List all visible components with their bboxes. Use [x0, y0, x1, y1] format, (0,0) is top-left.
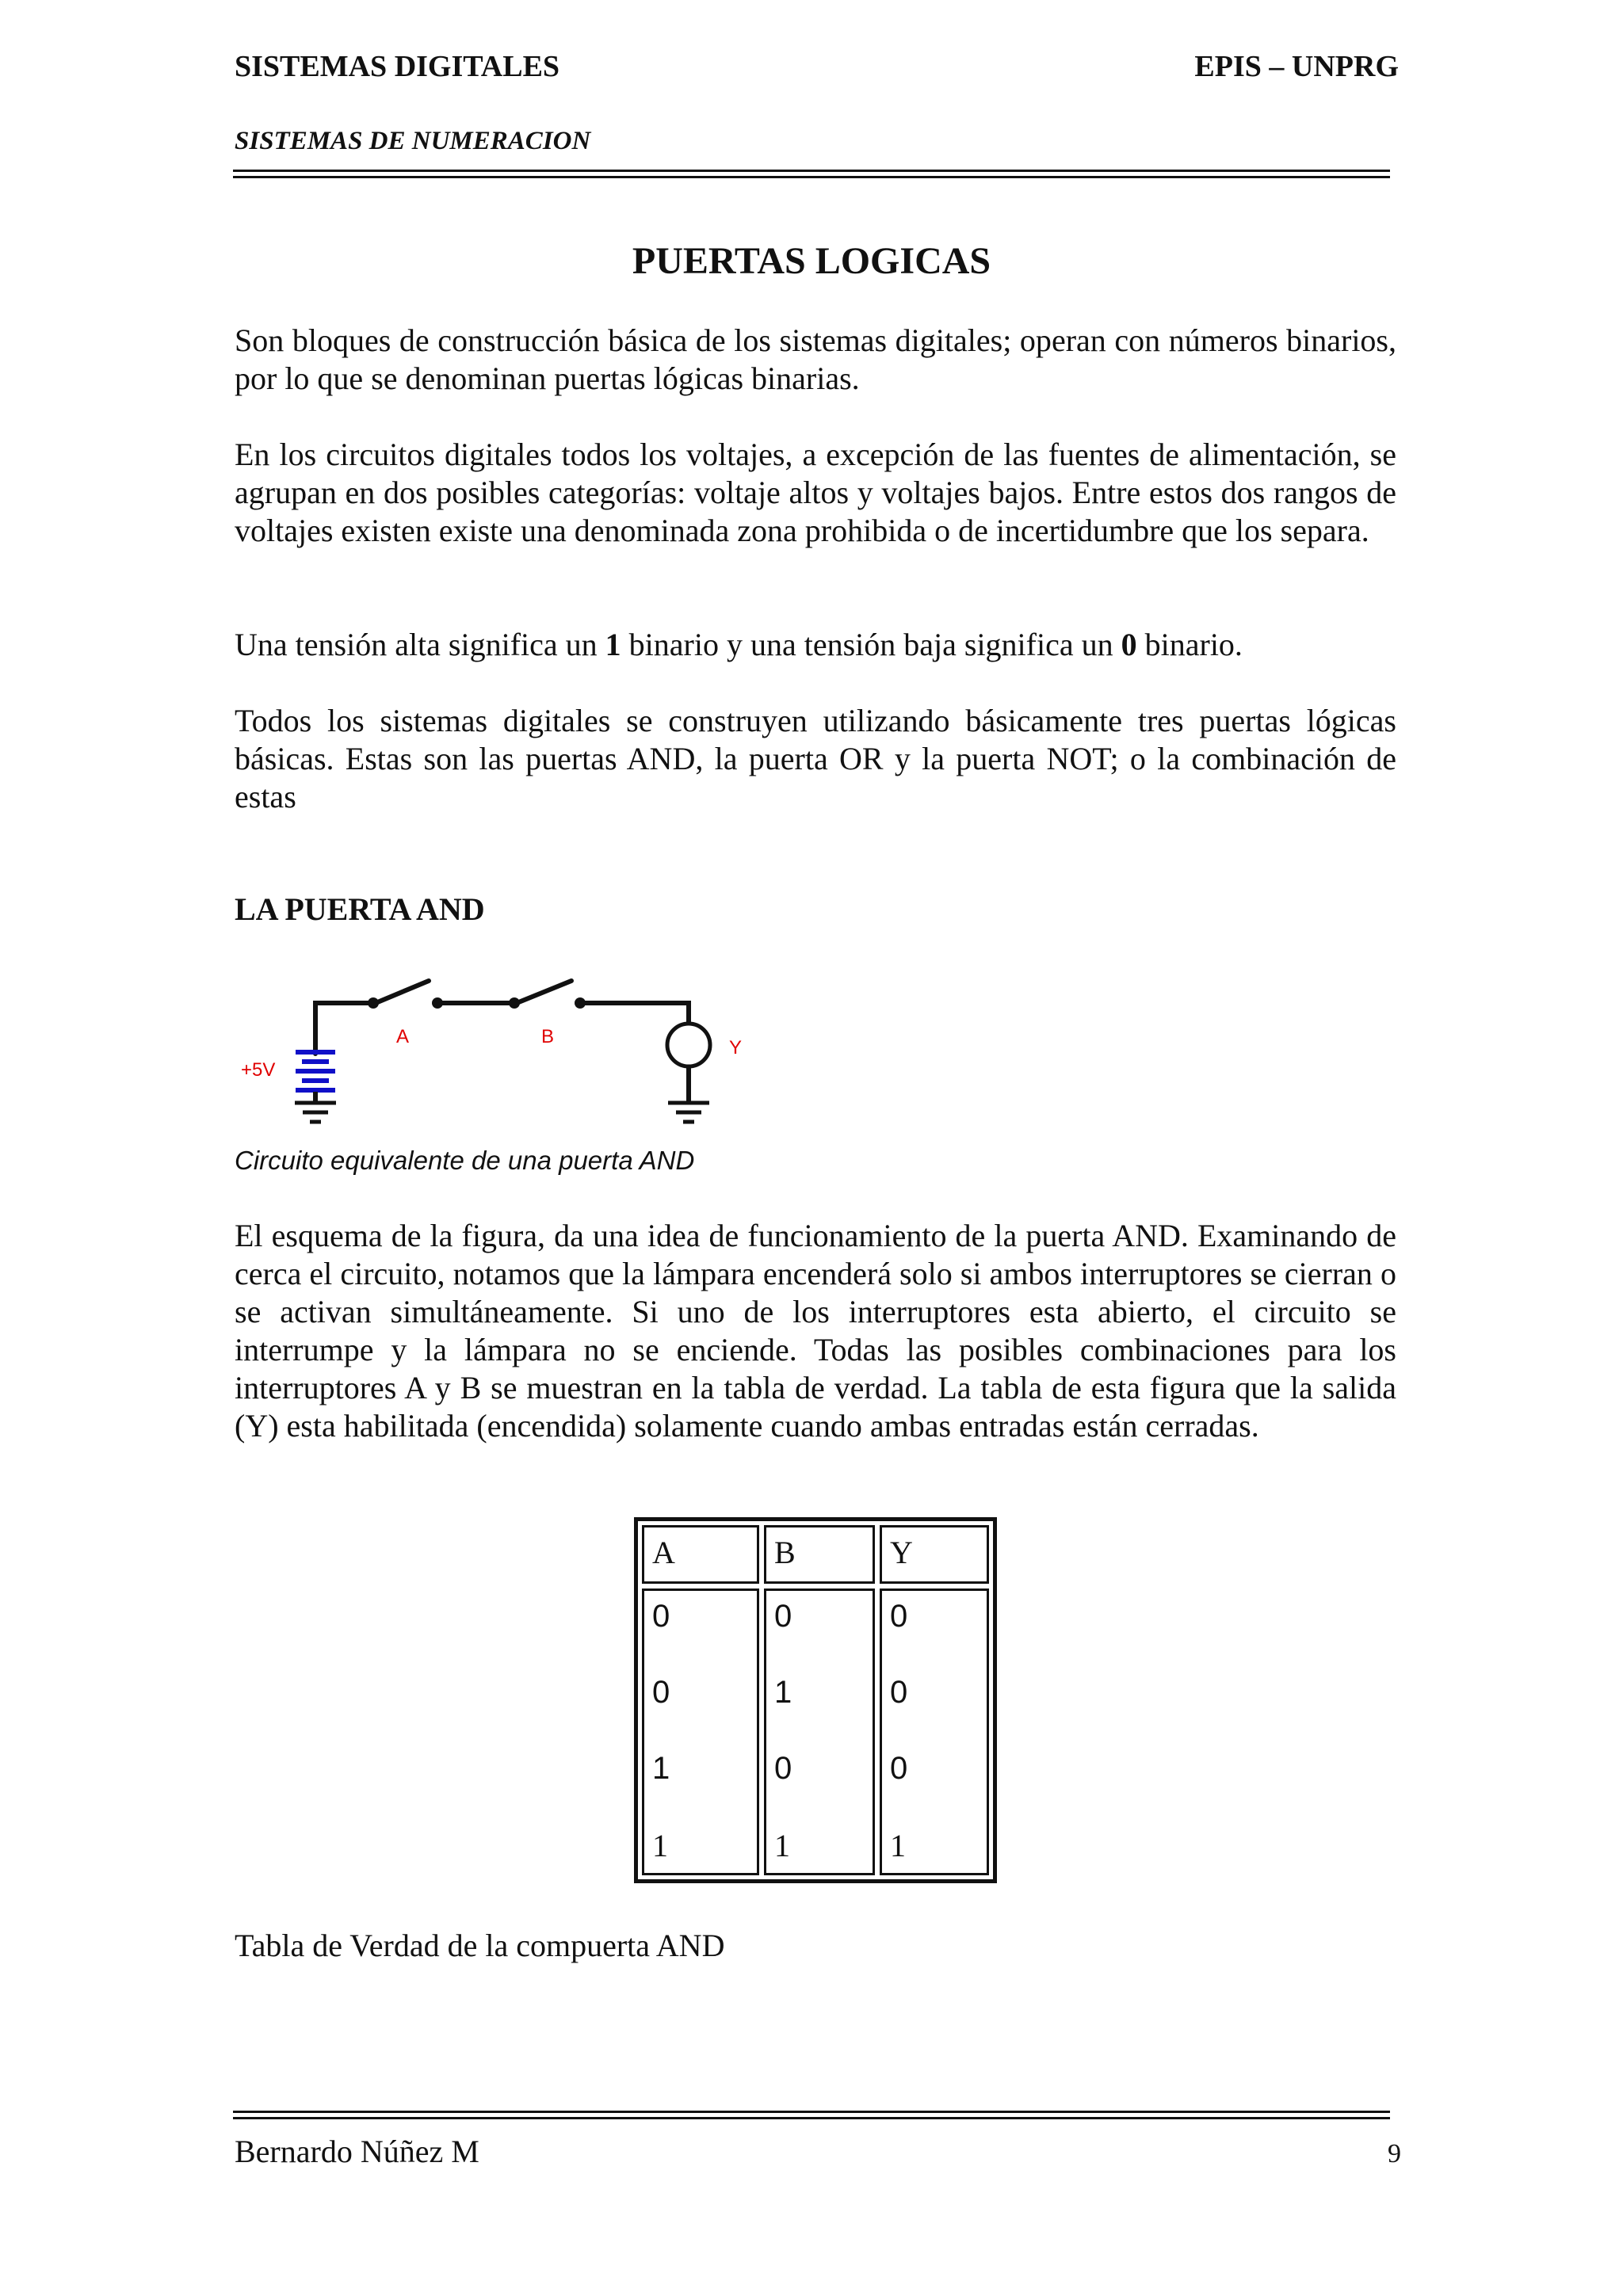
- table-cell: 1: [774, 1828, 790, 1863]
- output-label: Y: [729, 1037, 743, 1058]
- header-rule-bottom: [233, 176, 1390, 178]
- table-cell: 0: [774, 1751, 792, 1786]
- table-column-b: [764, 1589, 875, 1875]
- footer-author: Bernardo Núñez M: [235, 2134, 479, 2169]
- ground-right-icon: [668, 1103, 709, 1122]
- table-cell: 0: [774, 1599, 792, 1634]
- table-cell: 0: [652, 1675, 670, 1710]
- source-label: +5V: [241, 1059, 276, 1081]
- p3-text-b: binario y una tensión baja significa un: [621, 627, 1121, 662]
- switch-b-contact-right: [575, 997, 586, 1009]
- table-cell: 0: [890, 1751, 908, 1786]
- wire-left: [315, 1003, 373, 1054]
- header-institution: EPIS – UNPRG: [1194, 50, 1399, 83]
- table-cell: 1: [774, 1675, 792, 1710]
- switch-b-blade: [517, 981, 571, 1003]
- switch-a-label: A: [396, 1026, 410, 1047]
- p3-one: 1: [605, 627, 621, 662]
- footer-rule-bottom: [233, 2117, 1390, 2119]
- paragraph-basic-gates: Todos los sistemas digitales se construyen utilizando básicamente tres puertas lógicas básicas. Estas son las puertas AND, la puerta OR y la puerta NOT; o la combinación de estas: [235, 703, 1396, 814]
- p3-zero: 0: [1121, 627, 1137, 662]
- and-circuit-diagram: [235, 967, 789, 1141]
- page-title: PUERTAS LOGICAS: [632, 240, 991, 282]
- section-heading-and: LA PUERTA AND: [235, 891, 485, 927]
- switch-b-contact-left: [509, 997, 520, 1009]
- table-column-y: [880, 1589, 989, 1875]
- switch-a-blade: [376, 981, 429, 1003]
- paragraph-voltages: En los circuitos digitales todos los voltajes, a excepción de las fuentes de alimentación, se agrupan en dos posibles categorías: voltaje altos y voltajes bajos. Entre estos dos rangos de voltajes existen existe una denominada zona prohibida o de incertidumbre que los separa.: [235, 437, 1396, 548]
- battery-symbol: [298, 1052, 333, 1090]
- ground-left-icon: [295, 1103, 336, 1122]
- paragraph-and-explanation: El esquema de la figura, da una idea de funcionamiento de la puerta AND. Examinando de cerca el circuito, notamos que la lámpara encenderá solo si ambos interruptores se cierran o se activan simultáneamente. Si uno de los interruptores esta abierto, el circuito se interrumpe y la lámpara no se enciende. Todas las posibles combinaciones para los interruptores A y B se muestran en la tabla de verdad. La tabla de esta figura que la salida (Y) esta habilitada (encendida) solamente cuando ambas entradas están cerradas.: [235, 1218, 1396, 1444]
- footer-rule-top: [233, 2111, 1390, 2113]
- p3-text-c: binario.: [1136, 627, 1243, 662]
- lamp-icon: [667, 1024, 710, 1066]
- table-cell: 1: [652, 1828, 668, 1863]
- truth-table: [634, 1517, 997, 1883]
- header-subtitle: SISTEMAS DE NUMERACION: [235, 127, 591, 155]
- page-number: 9: [1388, 2139, 1401, 2168]
- header-rule-top: [233, 170, 1390, 172]
- table-header-y: Y: [880, 1525, 989, 1584]
- paragraph-binary-levels: [235, 626, 1396, 664]
- switch-a-contact-right: [432, 997, 443, 1009]
- p3-text-a: Una tensión alta significa un: [235, 627, 605, 662]
- table-column-a: [642, 1589, 759, 1875]
- table-cell: 0: [890, 1599, 908, 1634]
- truth-table-caption: Tabla de Verdad de la compuerta AND: [235, 1928, 725, 1963]
- circuit-caption: Circuito equivalente de una puerta AND: [235, 1146, 695, 1175]
- header-course-title: SISTEMAS DIGITALES: [235, 50, 560, 83]
- table-cell: 0: [652, 1599, 670, 1634]
- table-cell: 1: [890, 1828, 906, 1863]
- table-header-b: B: [764, 1525, 875, 1584]
- table-cell: 1: [652, 1751, 670, 1786]
- switch-a-contact-left: [368, 997, 379, 1009]
- table-cell: 0: [890, 1675, 908, 1710]
- wire-right: [582, 1003, 689, 1024]
- table-header-a: A: [642, 1525, 759, 1584]
- switch-b-label: B: [541, 1026, 555, 1047]
- paragraph-intro: Son bloques de construcción básica de los sistemas digitales; operan con números binarios, por lo que se denominan puertas lógicas binarias.: [235, 322, 1396, 396]
